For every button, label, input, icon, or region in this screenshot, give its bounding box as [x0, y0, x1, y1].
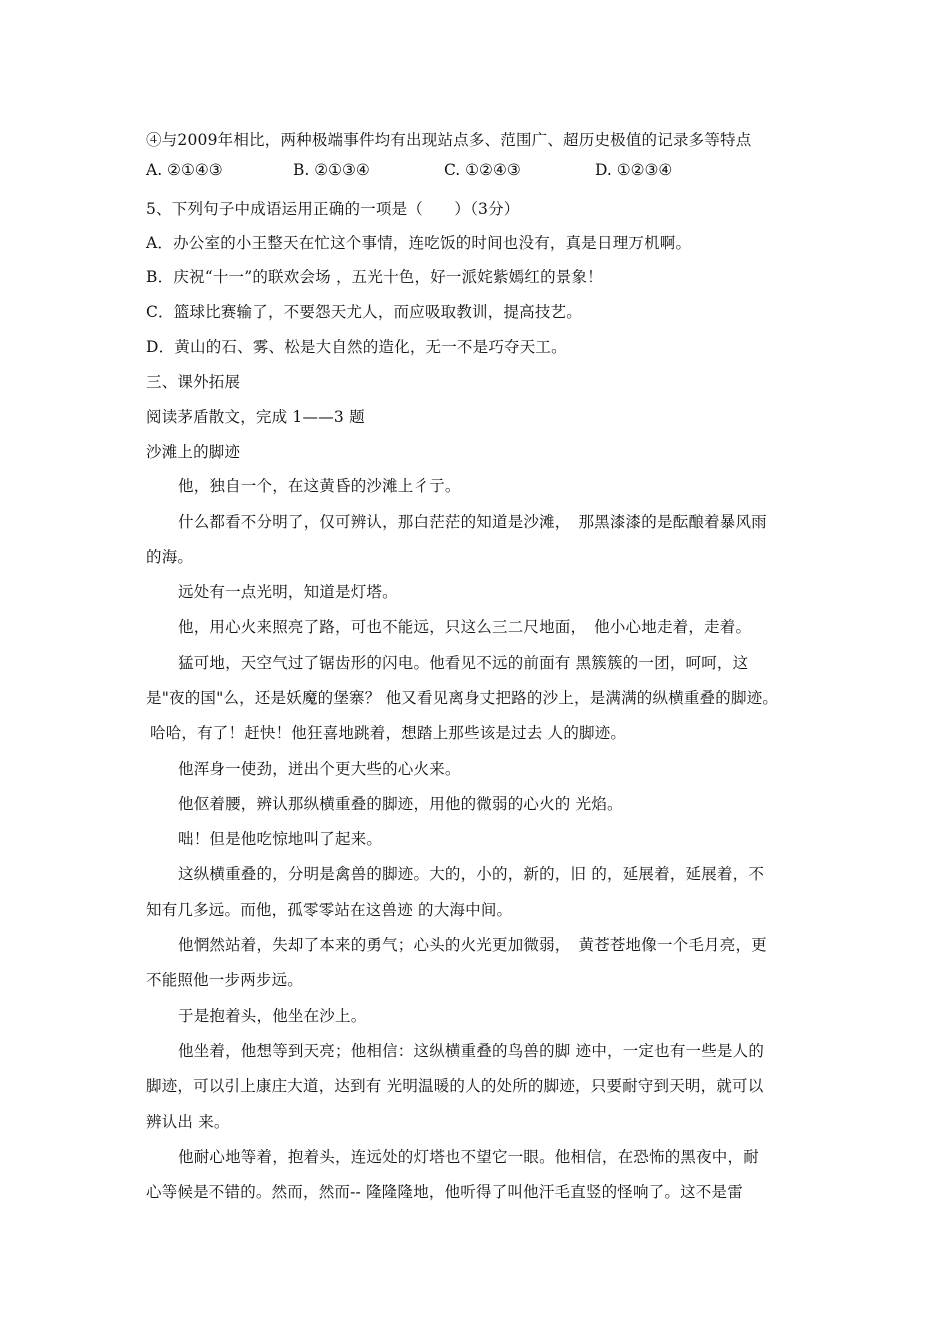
- section-heading: 三、课外拓展: [146, 373, 241, 391]
- passage-line: 不能照他一步两步远。: [146, 971, 304, 989]
- option-a: A. ②①④③: [146, 161, 223, 179]
- q5-option-d: D．黄山的石、雾、松是大自然的造化，无一不是巧夺天工。: [146, 338, 567, 356]
- q5-stem: 5、下列句子中成语运用正确的一项是（ ）（3分）: [146, 200, 520, 218]
- option-d: D. ①②③④: [595, 161, 673, 179]
- passage-line: 他浑身一使劲，迸出个更大些的心火来。: [178, 760, 461, 778]
- passage-line: 是"夜的国"么，还是妖魔的堡寨？ 他又看见离身丈把路的沙上，是满满的纵横重叠的脚迹。: [146, 689, 779, 707]
- passage-line: 什么都看不分明了，仅可辨认，那白茫茫的知道是沙滩， 那黑漆漆的是酝酿着暴风雨: [178, 513, 767, 531]
- q5-option-b: B．庆祝“十一”的联欢会场 ，五光十色，好一派姹紫嫣红的景象！: [146, 268, 603, 286]
- passage-line: 猛可地，天空气过了锯齿形的闪电。他看见不远的前面有 黑簇簇的一团，呵呵，这: [178, 654, 749, 672]
- passage-line: 他伛着腰，辨认那纵横重叠的脚迹，用他的微弱的心火的 光焰。: [178, 795, 623, 813]
- passage-line: 脚迹，可以引上康庄大道，达到有 光明温暖的人的处所的脚迹，只要耐守到天明，就可以: [146, 1077, 764, 1095]
- passage-title: 沙滩上的脚迹: [146, 443, 241, 461]
- passage-line: 咄！但是他吃惊地叫了起来。: [178, 830, 383, 848]
- q5-option-a: A．办公室的小王整天在忙这个事情，连吃饭的时间也没有，真是日理万机啊。: [146, 234, 692, 252]
- reading-instruction: 阅读茅盾散文，完成 1——3 题: [146, 408, 365, 426]
- passage-line: 远处有一点光明，知道是灯塔。: [178, 583, 398, 601]
- passage-line: 于是抱着头，他坐在沙上。: [178, 1007, 367, 1025]
- passage-line: 这纵横重叠的，分明是禽兽的脚迹。大的，小的，新的，旧 的，延展着，延展着，不: [178, 865, 765, 883]
- passage-line: 他，用心火来照亮了路，可也不能远，只这么三二尺地面， 他小心地走着，走着。: [178, 618, 752, 636]
- passage-line: 心等候是不错的。然而，然而-- 隆隆隆地，他听得了叫他汗毛直竖的怪响了。这不是雷: [146, 1183, 743, 1201]
- q5-option-c: C．篮球比赛输了，不要怨天尤人，而应吸取教训，提高技艺。: [146, 303, 582, 321]
- passage-line: 他耐心地等着，抱着头，连远处的灯塔也不望它一眼。他相信，在恐怖的黑夜中，耐: [178, 1148, 759, 1166]
- q4-item-4: ④与2009年相比，两种极端事件均有出现站点多、范围广、超历史极值的记录多等特点: [146, 131, 752, 149]
- passage-line: 哈哈，有了！赶快！他狂喜地跳着，想踏上那些该是过去 人的脚迹。: [150, 724, 627, 742]
- passage-line: 辨认出 来。: [146, 1113, 230, 1131]
- passage-line: 他坐着，他想等到天亮；他相信：这纵横重叠的鸟兽的脚 迹中，一定也有一些是人的: [178, 1042, 765, 1060]
- passage-line: 知有几多远。而他，孤零零站在这兽迹 的大海中间。: [146, 901, 513, 919]
- option-c: C. ①②④③: [444, 161, 521, 179]
- passage-line: 他惘然站着，失却了本来的勇气；心头的火光更加微弱， 黄苍苍地像一个毛月亮，更: [178, 936, 767, 954]
- passage-line: 他，独自一个，在这黄昏的沙滩上彳亍。: [178, 477, 461, 495]
- option-b: B. ②①③④: [293, 161, 370, 179]
- passage-line: 的海。: [146, 548, 194, 566]
